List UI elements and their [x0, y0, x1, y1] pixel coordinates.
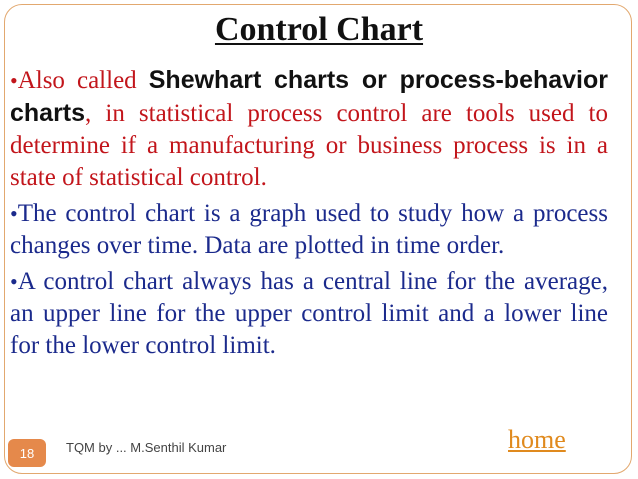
bullet-marker: • — [10, 269, 18, 294]
bullet-2-text: The control chart is a graph used to study how a process changes over time. Data are plotted in time order. — [10, 200, 608, 259]
bullet-1-lead: Also called — [17, 67, 149, 94]
bullet-1-bold: Shewhart charts or process-behavior charts — [10, 66, 608, 127]
bullet-1 — [10, 64, 608, 194]
bullet-3-text: A control chart always has a central line for the average, an upper line for the upper control limit and a lower line for the lower control limit. — [10, 268, 608, 359]
footer-text: TQM by ... M.Senthil Kumar — [66, 440, 227, 455]
slide-body — [10, 64, 608, 366]
bullet-marker: • — [10, 68, 18, 93]
bullet-1-rest: , in statistical process control are tools used to determine if a manufacturing or business process is in a state of statistical control. — [10, 100, 608, 191]
bullet-2 — [10, 198, 608, 262]
bullet-3 — [10, 266, 608, 362]
home-link[interactable]: home — [508, 425, 566, 454]
bullet-marker: • — [10, 201, 18, 226]
slide-title: Control Chart — [214, 11, 424, 48]
slide-number-badge: 18 — [8, 439, 46, 467]
